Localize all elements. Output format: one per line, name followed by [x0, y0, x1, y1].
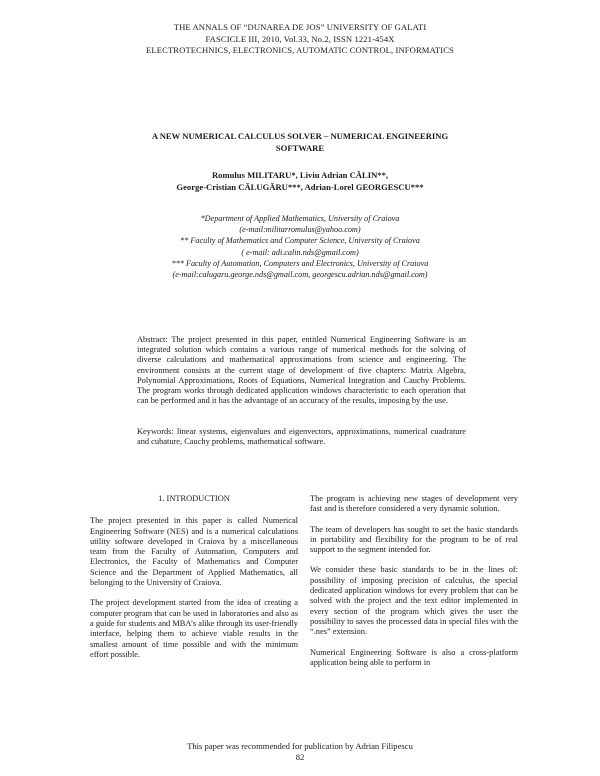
body-paragraph: The program is achieving new stages of development very fast and is therefore considered a very dynamic solution. — [310, 494, 518, 514]
publication-note: This paper was recommended for publication by Adrian Filipescu — [187, 741, 413, 751]
affiliation-line: ( e-mail: adi.calin.nds@gmail.com) — [241, 247, 359, 257]
authors-line-1: Romulus MILITARU*, Liviu Adrian CĂLIN**, — [211, 170, 389, 180]
body-paragraph: The team of developers has sought to set the basic standards in portability and flexibility for the program to be of real support to the segment intended for. — [310, 524, 518, 555]
affiliation-line: ** Faculty of Mathematics and Computer Science, University of Craiova — [180, 236, 420, 246]
authors-line-2: George-Cristian CĂLUGĂRU***, Adrian-Lorel GEORGESCU*** — [176, 182, 424, 192]
author-list — [80, 169, 520, 193]
body-paragraph: Numerical Engineering Software is also a cross-platform application being able to perform in — [310, 647, 518, 667]
paper-title — [120, 130, 480, 154]
right-column — [310, 494, 518, 678]
paper-title-line-1: A NEW NUMERICAL CALCULUS SOLVER – NUMERICAL ENGINEERING — [151, 131, 449, 141]
abstract: Abstract: The project presented in this paper, entitled Numerical Engineering Software is an integrated solution which contains a various range of numerical methods for the solving of diverse calculations and mathematical approximations from science and engineering. The environment consists at the current stage of development of five chapters: Matrix Algebra, Polynomial Approximations, Roots of Equations, Numerical Integration and Cauchy Problems. The program works through dedicated application windows characteristic to each operation that can be performed and it has the advantage of an accuracy of the results, imposing by the use. — [137, 335, 466, 406]
affiliation-line: *** Faculty of Automation, Computers and Electronics, University of Craiova — [171, 258, 429, 268]
page-number: 82 — [295, 752, 305, 762]
keywords: Keywords: linear systems, eigenvalues and eigenvectors, approximations, numerical cuadrature and cubature, Cauchy problems, mathematical software. — [137, 427, 466, 447]
affiliation-line: *Department of Applied Mathematics, University of Craiova — [200, 214, 400, 223]
affiliation-line: (e-mail:calugaru.george.nds@gmail.com, georgescu.adrian.nds@gmail.com) — [172, 270, 428, 280]
body-paragraph: The project development started from the idea of creating a computer program that can be used in laboratories and also as a guide for students and MBA’s alike through its user-friendly interface, helping them to achieve viable results in the smallest amount of time possible and with the minimum effort possible. — [90, 598, 298, 659]
paper-title-line-2: SOFTWARE — [275, 143, 325, 153]
left-column — [90, 494, 298, 670]
body-paragraph: The project presented in this paper is called Numerical Engineering Software (NES) and is a numerical calculations utility software developed in Craiova by a miscellaneous team from the Faculty of Automation, Computers and Electronics, the Faculty of Mathematics and Computer Science and the Department of Applied Mathematics, all belonging to the University of Craiova. — [90, 516, 298, 588]
affiliations — [80, 213, 520, 280]
journal-header — [0, 22, 600, 57]
journal-header-line-3: ELECTROTECHNICS, ELECTRONICS, AUTOMATIC CONTROL, INFORMATICS — [146, 45, 454, 55]
affiliation-line: (e-mail:militarromulus@yahoo.com) — [239, 225, 361, 235]
journal-header-line-2: FASCICLE III, 2010, Vol.33, No.2, ISSN 1221-454X — [205, 33, 395, 44]
section-heading-introduction: 1. INTRODUCTION — [158, 494, 230, 503]
page-footer — [0, 741, 600, 763]
body-paragraph: We consider these basic standards to be in the lines of: possibility of imposing precision of calculus, the special dedicated application windows for every problem that can be solved with the project and the text editor implemented in every section of the program which gives the user the possibility to saves the processed data in special files with the “.nes” extension. — [310, 565, 518, 637]
journal-header-line-1: THE ANNALS OF “DUNAREA DE JOS” UNIVERSITY OF GALATI — [173, 22, 427, 32]
